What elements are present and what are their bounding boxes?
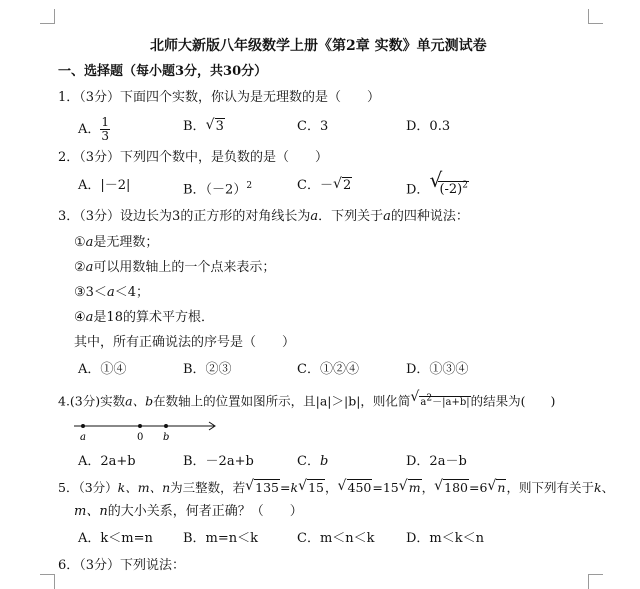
page-title: 北师大新版八年级数学上册《第2章 实数》单元测试卷 <box>150 38 487 54</box>
q1-option-d: D．0.3 <box>406 119 451 134</box>
q5-option-a: A．k＜m=n <box>78 531 153 546</box>
q3-option-b: B．②③ <box>183 362 232 377</box>
number-line-figure <box>72 414 222 444</box>
q2-option-b: B．$(-2)^2$ <box>183 181 253 198</box>
q3-statement-4: ④a是18的算术平方根． <box>74 310 214 325</box>
corner-mark <box>40 574 55 589</box>
q4-option-c: C．b <box>297 454 329 469</box>
point-b <box>164 424 168 428</box>
q5-option-d: D．m＜k＜n <box>406 531 485 546</box>
question-4-stem: 4.(3分)实数a、b在数轴上的位置如图所示，且|a|＞|b|，则化简 √ $a^2-|a+b|$的结果为( ) <box>58 389 556 409</box>
q3-option-d: D．①③④ <box>406 362 469 377</box>
question-1-stem: 1．（3分）下面四个实数，你认为是无理数的是（ ） <box>58 90 381 105</box>
q2-option-a: A．|－2| <box>78 178 131 193</box>
question-5-stem-line2: m、n的大小关系，何者正确？（ ） <box>74 504 303 519</box>
section-heading: 一、选择题（每小题3分，共30分） <box>58 64 268 79</box>
question-6-stem: 6．（3分）下列说法： <box>58 558 186 573</box>
corner-mark <box>40 9 55 24</box>
q3-statement-3: ③3＜a＜4； <box>74 285 149 300</box>
q3-statement-1: ①a是无理数； <box>74 235 159 250</box>
q4-option-b: B．－2a+b <box>183 454 254 469</box>
q4-option-a: A．2a+b <box>78 454 136 469</box>
point-a <box>81 424 85 428</box>
question-5-stem: 5．（3分）k、m、n为三整数，若 √ 135=k √ 15， √ 450=15 √ m， √ 180=6 √ n，则下列有关于k、 <box>58 478 615 495</box>
q1-option-b: B． √ 3 <box>183 117 224 134</box>
q1-option-a: A． $\frac{1}{3}$ <box>78 115 110 143</box>
q3-statement-2: ②a可以用数轴上的一个点来表示； <box>74 260 276 275</box>
label-b: b <box>163 432 170 443</box>
q5-option-c: C．m＜n＜k <box>297 531 375 546</box>
q4-option-d: D．2a－b <box>406 454 467 469</box>
q2-option-d: D． √ $(-2)^2$ <box>406 168 468 198</box>
corner-mark <box>588 9 603 24</box>
point-zero <box>138 424 142 428</box>
corner-mark <box>588 574 603 589</box>
q5-option-b: B．m=n＜k <box>183 531 259 546</box>
q3-option-c: C．①②④ <box>297 362 359 377</box>
q3-ask: 其中，所有正确说法的序号是（ ） <box>74 335 296 350</box>
label-a: a <box>80 432 86 443</box>
question-2-stem: 2．（3分）下列四个数中，是负数的是（ ） <box>58 150 329 165</box>
label-zero: 0 <box>137 432 144 443</box>
q3-option-a: A．①④ <box>78 362 127 377</box>
question-3-stem: 3．（3分）设边长为3的正方形的对角线长为a．下列关于a的四种说法： <box>58 209 469 224</box>
q1-option-c: C．3 <box>297 119 329 134</box>
q2-option-c: C．－ √ 2 <box>297 176 352 193</box>
